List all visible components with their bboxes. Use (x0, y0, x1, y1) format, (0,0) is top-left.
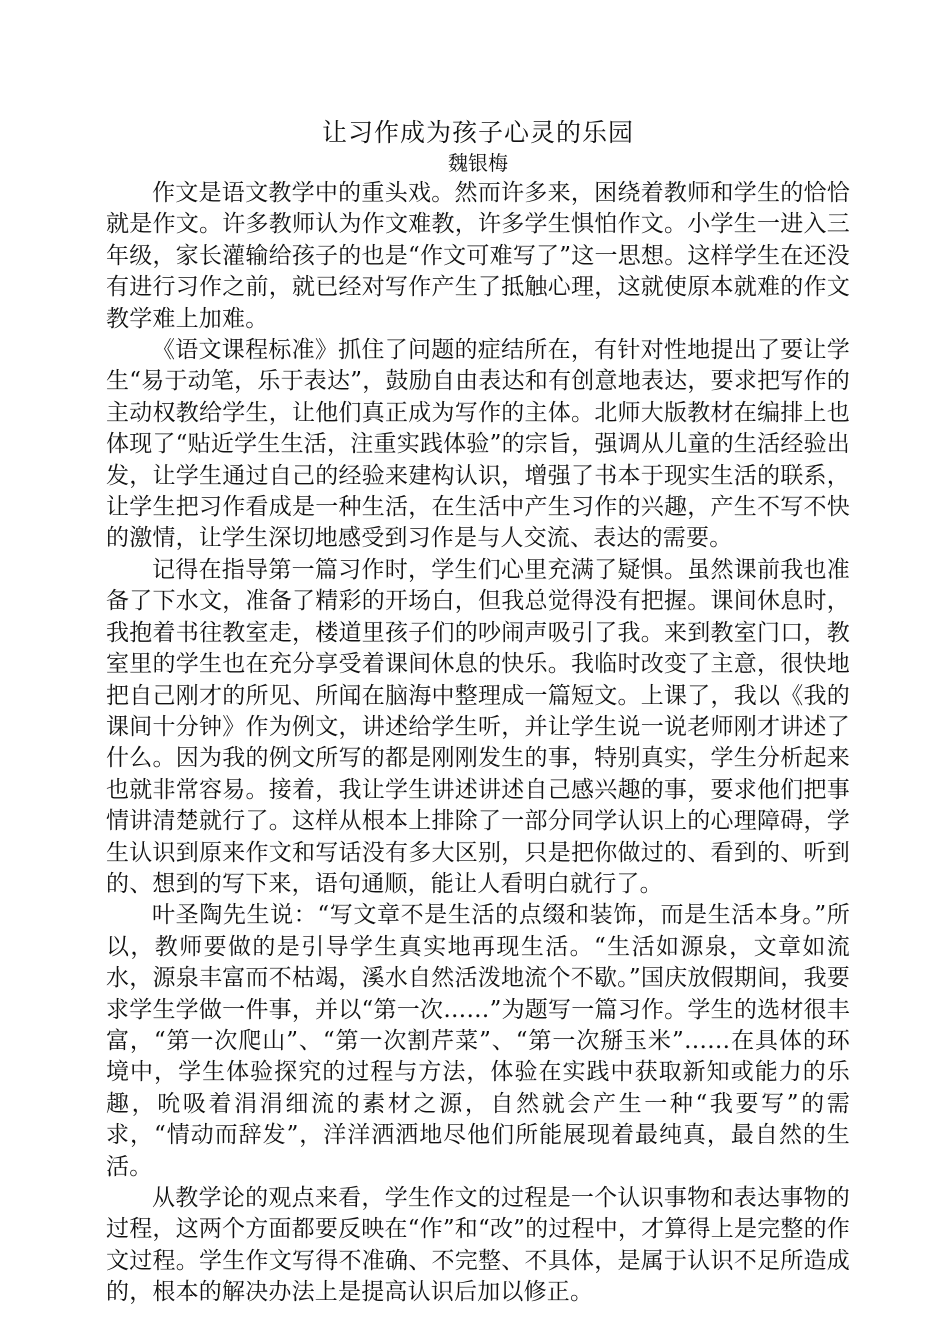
document-title: 让习作成为孩子心灵的乐园 (321, 118, 634, 147)
paragraph-4: 叶圣陶先生说：“写文章不是生活的点缀和装饰，而是生活本身。”所以，教师要做的是引导学生真实地再现生活。“生活如源泉，文章如流水，源泉丰富而不枯竭，溪水自然活泼地流个不歇。”国庆放假期间，我要求学生学做一件事，并以“第一次……”为题写一篇习作。学生的选材很丰富，“第一次爬山”、“第一次割芹菜”、“第一次掰玉米”……在具体的环境中，学生体验探究的过程与方法，体验在实践中获取新知或能力的乐趣，吮吸着涓涓细流的素材之源，自然就会产生一种“我要写”的需求，“情动而辞发”，洋洋洒洒地尽他们所能展现着最纯真，最自然的生活。 (106, 902, 850, 1180)
document-body (106, 116, 850, 1309)
paragraph-5: 从教学论的观点来看，学生作文的过程是一个认识事物和表达事物的过程，这两个方面都要反映在“作”和“改”的过程中，才算得上是完整的作文过程。学生作文写得不准确、不完整、不具体，是属于认识不足所造成的，根本的解决办法上是提高认识后加以修正。 (106, 1185, 850, 1306)
paragraph-2: 《语文课程标准》抓住了问题的症结所在，有针对性地提出了要让学生“易于动笔，乐于表达”，鼓励自由表达和有创意地表达，要求把写作的主动权教给学生，让他们真正成为写作的主体。北师大版教材在编排上也体现了“贴近学生生活，注重实践体验”的宗旨，强调从儿童的生活经验出发，让学生通过自己的经验来建构认识，增强了书本于现实生活的联系，让学生把习作看成是一种生活，在生活中产生习作的兴趣，产生不写不快的激情，让学生深切地感受到习作是与人交流、表达的需要。 (106, 337, 850, 552)
paragraph-3: 记得在指导第一篇习作时，学生们心里充满了疑惧。虽然课前我也准备了下水文，准备了精彩的开场白，但我总觉得没有把握。课间休息时，我抱着书往教室走，楼道里孩子们的吵闹声吸引了我。来到教室门口，教室里的学生也在充分享受着课间休息的快乐。我临时改变了主意，很快地把自己刚才的所见、所闻在脑海中整理成一篇短文。上课了，我以《我的课间十分钟》作为例文，讲述给学生听，并让学生说一说老师刚才讲述了什么。因为我的例文所写的都是刚刚发生的事，特别真实，学生分析起来也就非常容易。接着，我让学生讲述讲述自己感兴趣的事，要求他们把事情讲清楚就行了。这样从根本上排除了一部分同学认识上的心理障碍，学生认识到原来作文和写话没有多大区别，只是把你做过的、看到的、听到的、想到的写下来，语句通顺，能让人看明白就行了。 (106, 556, 850, 897)
document-author: 魏银梅 (448, 151, 508, 175)
paragraph-1: 作文是语文教学中的重头戏。然而许多来，困绕着教师和学生的恰恰就是作文。许多教师认为作文难教，许多学生惧怕作文。小学生一进入三年级，家长灌输给孩子的也是“作文可难写了”这一思想。这样学生在还没有进行习作之前，就已经对写作产生了抵触心理，这就使原本就难的作文教学难上加难。 (106, 180, 850, 332)
